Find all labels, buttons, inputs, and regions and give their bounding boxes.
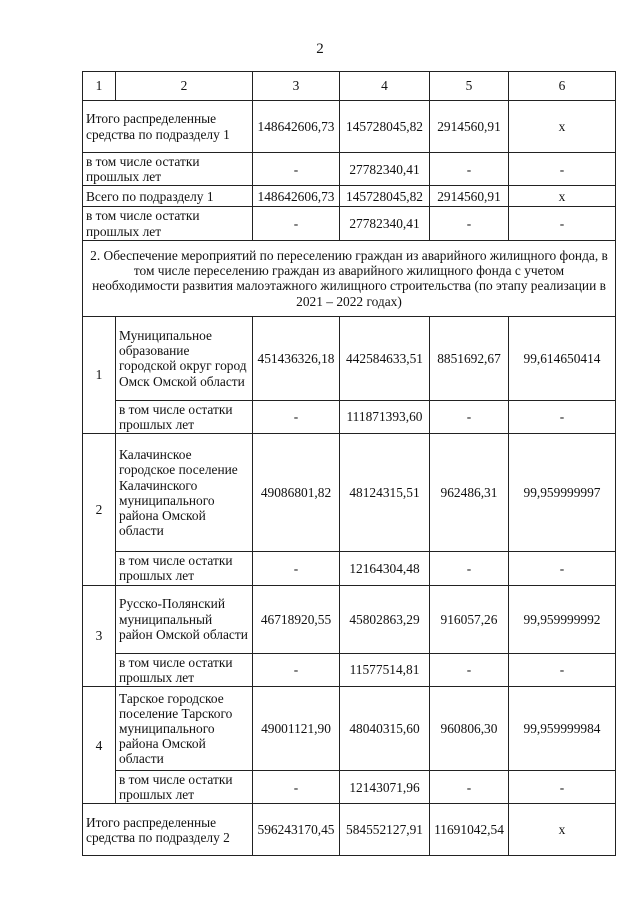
subsection1-grand-row [83, 186, 616, 207]
value-cell: - [430, 552, 509, 585]
value-cell: 11577514,81 [340, 653, 430, 686]
value-cell: - [430, 400, 509, 433]
value-cell: - [509, 400, 616, 433]
row-number: 1 [83, 316, 116, 433]
value-cell: 596243170,45 [253, 804, 340, 856]
value-cell: 99,959999997 [509, 434, 616, 552]
value-cell: 48124315,51 [340, 434, 430, 552]
value-cell: 11691042,54 [430, 804, 509, 856]
value-cell: - [253, 552, 340, 585]
header-cell: 1 [83, 72, 116, 101]
value-cell: 12143071,96 [340, 771, 430, 804]
header-cell: 3 [253, 72, 340, 101]
value-cell: - [509, 771, 616, 804]
municipality-name: Муниципальное образование городской округ город Омск Омской области [116, 316, 253, 400]
value-cell: 2914560,91 [430, 101, 509, 153]
municipality-remains-row [83, 771, 616, 804]
subsection1-total-row [83, 101, 616, 153]
value-cell: x [509, 186, 616, 207]
value-cell: - [253, 400, 340, 433]
municipality-row [83, 687, 616, 771]
value-cell: - [430, 653, 509, 686]
row-label: в том числе остатки прошлых лет [116, 653, 253, 686]
municipality-name: Тарское городское поселение Тарского муниципального района Омской области [116, 687, 253, 771]
row-label: в том числе остатки прошлых лет [116, 552, 253, 585]
value-cell: 46718920,55 [253, 585, 340, 653]
value-cell: - [509, 153, 616, 186]
header-cell: 5 [430, 72, 509, 101]
value-cell: 584552127,91 [340, 804, 430, 856]
municipality-name: Русско-Полянский муниципальный район Омской области [116, 585, 253, 653]
value-cell: 49086801,82 [253, 434, 340, 552]
row-label: Итого распределенные средства по подразделу 2 [83, 804, 253, 856]
value-cell: 145728045,82 [340, 186, 430, 207]
header-cell: 6 [509, 72, 616, 101]
subsection2-total-row [83, 804, 616, 856]
value-cell: - [253, 771, 340, 804]
value-cell: - [509, 653, 616, 686]
row-number: 3 [83, 585, 116, 686]
row-number: 2 [83, 434, 116, 585]
row-label: в том числе остатки прошлых лет [116, 771, 253, 804]
value-cell: 111871393,60 [340, 400, 430, 433]
municipality-remains-row [83, 653, 616, 686]
value-cell: 99,959999984 [509, 687, 616, 771]
value-cell: - [253, 153, 340, 186]
value-cell: 916057,26 [430, 585, 509, 653]
municipality-remains-row [83, 552, 616, 585]
value-cell: - [253, 653, 340, 686]
value-cell: 2914560,91 [430, 186, 509, 207]
municipality-row [83, 434, 616, 552]
row-label: в том числе остатки прошлых лет [83, 207, 253, 240]
value-cell: - [509, 552, 616, 585]
section-title: 2. Обеспечение мероприятий по переселению граждан из аварийного жилищного фонда, в том числе переселению граждан из аварийного жилищного фонда с учетом необходимости развития малоэтажного жилищного строительства (по этапу реализации в 2021 – 2022 годах) [83, 240, 616, 316]
header-cell: 4 [340, 72, 430, 101]
municipality-remains-row [83, 400, 616, 433]
value-cell: 960806,30 [430, 687, 509, 771]
page-number: 2 [316, 41, 324, 57]
value-cell: 12164304,48 [340, 552, 430, 585]
value-cell: 45802863,29 [340, 585, 430, 653]
municipality-row [83, 585, 616, 653]
municipality-row [83, 316, 616, 400]
value-cell: 49001121,90 [253, 687, 340, 771]
value-cell: - [430, 153, 509, 186]
value-cell: - [509, 207, 616, 240]
distribution-table [82, 71, 616, 856]
value-cell: x [509, 804, 616, 856]
subsection1-remains-row [83, 153, 616, 186]
value-cell: 8851692,67 [430, 316, 509, 400]
row-label: Итого распределенные средства по подразделу 1 [83, 101, 253, 153]
header-cell: 2 [116, 72, 253, 101]
municipality-name: Калачинское городское поселение Калачинского муниципального района Омской области [116, 434, 253, 552]
value-cell: 148642606,73 [253, 186, 340, 207]
value-cell: 99,959999992 [509, 585, 616, 653]
value-cell: 145728045,82 [340, 101, 430, 153]
header-row [83, 72, 616, 101]
value-cell: 442584633,51 [340, 316, 430, 400]
value-cell: 27782340,41 [340, 207, 430, 240]
row-label: в том числе остатки прошлых лет [116, 400, 253, 433]
row-label: в том числе остатки прошлых лет [83, 153, 253, 186]
section2-title-row [83, 240, 616, 316]
value-cell: 27782340,41 [340, 153, 430, 186]
value-cell: - [430, 207, 509, 240]
row-label: Всего по подразделу 1 [83, 186, 253, 207]
row-number: 4 [83, 687, 116, 804]
value-cell: - [253, 207, 340, 240]
value-cell: x [509, 101, 616, 153]
subsection1-grand-remains-row [83, 207, 616, 240]
value-cell: 451436326,18 [253, 316, 340, 400]
value-cell: - [430, 771, 509, 804]
value-cell: 48040315,60 [340, 687, 430, 771]
value-cell: 148642606,73 [253, 101, 340, 153]
value-cell: 962486,31 [430, 434, 509, 552]
value-cell: 99,614650414 [509, 316, 616, 400]
